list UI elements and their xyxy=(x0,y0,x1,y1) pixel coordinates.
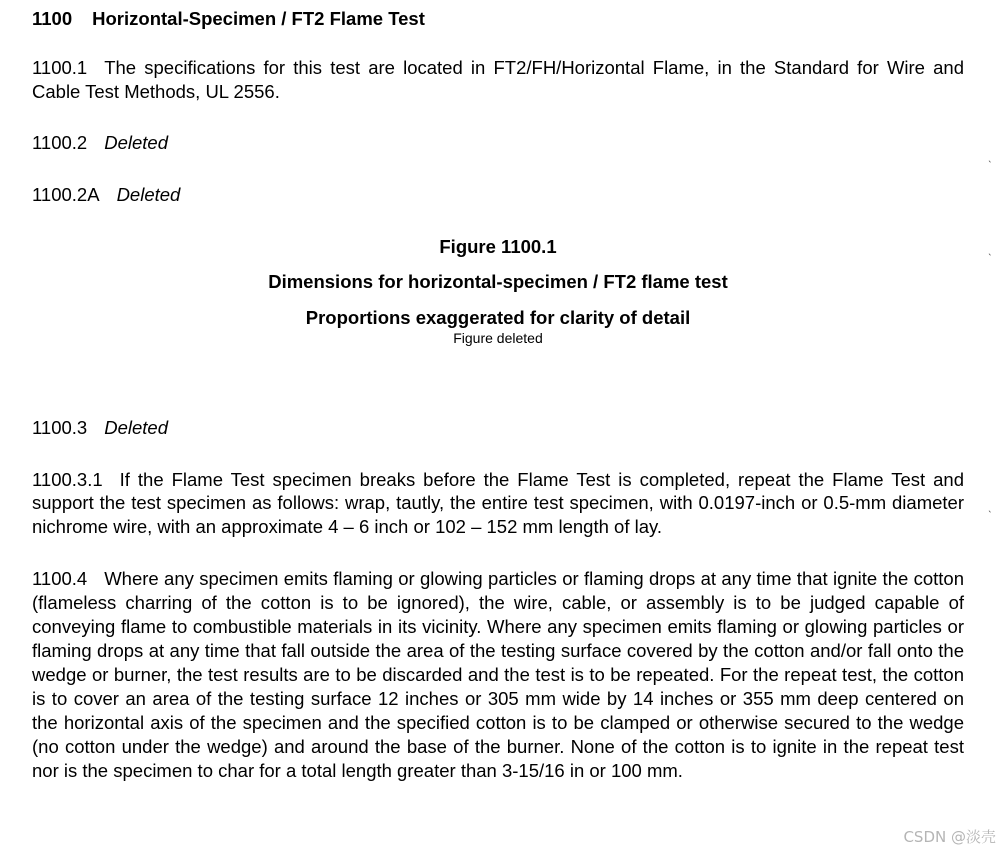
paragraph-number: 1100.3 xyxy=(32,416,88,438)
paragraph-1100-2a xyxy=(32,183,964,207)
paragraph-text: Where any specimen emits flaming or glowing particles or flaming drops at any time that ignite the cotton (flameless charring of the cotton is to be ignored), the wire, cable, or assembly is to be judged capable of conveying flame to combustible materials in its vicinity. Where any specimen emits flaming or glowing particles or flaming drops at any time that fall outside the area of the testing surface covered by the cotton and/or fall onto the wedge or burner, the test results are to be discarded and the test is to be repeated. For the repeat test, the cotton is to cover an area of the testing surface 12 inches or 305 mm wide by 14 inches or 355 mm deep centered on the horizontal axis of the specimen and the specified cotton is to be clamped or otherwise secured to the wedge (no cotton under the wedge) and around the base of the burner. None of the cotton is to ignite in the repeat test nor is the specimen to char for a total length greater than 3-15/16 in or 100 mm. xyxy=(32,568,964,781)
margin-tick-mark: ˎ xyxy=(988,499,992,513)
figure-note: Figure deleted xyxy=(453,329,543,346)
margin-tick-mark: ˎ xyxy=(988,149,992,163)
figure-block xyxy=(32,235,964,346)
document-page xyxy=(32,6,964,782)
paragraph-text: If the Flame Test specimen breaks before the Flame Test is completed, repeat the Flame Test and support the test specimen as follows: wrap, tautly, the entire test specimen, with 0.0197-inch or 0.5-mm diameter nichrome wire, with an approximate 4 – 6 inch or 102 – 152 mm length of lay. xyxy=(32,468,964,538)
paragraph-number: 1100.1 xyxy=(32,57,88,78)
margin-tick-mark: ˎ xyxy=(988,242,992,256)
watermark: CSDN @淡壳 xyxy=(903,828,996,846)
paragraph-number: 1100.2 xyxy=(32,131,88,153)
paragraph-text: Deleted xyxy=(104,416,168,438)
paragraph-number: 1100.4 xyxy=(32,568,88,590)
figure-label: Figure 1100.1 xyxy=(439,235,557,257)
paragraph-1100-3 xyxy=(32,416,964,440)
paragraph-1100-3-1 xyxy=(32,468,964,540)
section-number: 1100 xyxy=(32,8,73,29)
paragraph-text: Deleted xyxy=(116,183,181,205)
paragraph-text: The specifications for this test are located in FT2/FH/Horizontal Flame, in the Standard for Wire and Cable Test Methods, UL 2556. xyxy=(32,57,964,102)
paragraph-text: Deleted xyxy=(104,131,168,153)
paragraph-number: 1100.2A xyxy=(32,183,100,205)
section-title: Horizontal-Specimen / FT2 Flame Test xyxy=(92,8,425,29)
figure-title: Dimensions for horizontal-specimen / FT2 flame test xyxy=(268,271,728,293)
section-heading xyxy=(32,6,964,32)
paragraph-1100-2 xyxy=(32,131,964,155)
paragraph-1100-4 xyxy=(32,567,964,782)
paragraph-1100-1 xyxy=(32,56,964,104)
figure-subtitle: Proportions exaggerated for clarity of detail xyxy=(305,306,691,328)
paragraph-number: 1100.3.1 xyxy=(32,468,103,490)
